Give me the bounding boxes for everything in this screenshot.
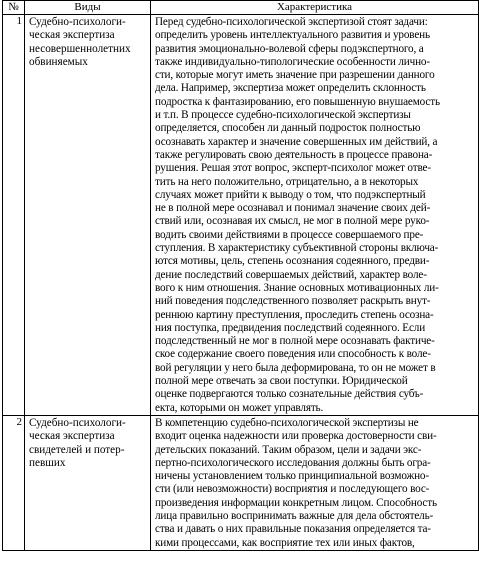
header-characteristic: Характеристика xyxy=(151,1,479,15)
table-row xyxy=(3,415,479,550)
document-table xyxy=(2,0,479,551)
row-number: 2 xyxy=(3,415,25,550)
header-num: № xyxy=(3,1,25,15)
row-number: 1 xyxy=(3,15,25,416)
table-row xyxy=(3,15,479,416)
table-header-row xyxy=(3,1,479,15)
row-characteristic: В компетенцию судебно-психологической экспертизы не входит оценка надежности или проверка достоверности сви- детельских показаний. Таким образом, цели и задачи экс- пертно-психологического исследования должны быть огра- ничены установлением только принципиальной возможно- сти (или невозможности) восприятия и последующего вос- произведения информации конкретным лицом. Способность лица правильно воспринимать важные для дела обстоятель- ства и давать о них правильные показания определяется та- кими процессами, как восприятие тех или иных фактов, xyxy=(151,415,479,550)
row-kind: Судебно-психологи- ческая экспертиза несовершеннолетних обвиняемых xyxy=(25,15,151,416)
header-kind: Виды xyxy=(25,1,151,15)
row-kind: Судебно-психологи- ческая экспертиза свидетелей и потер- певших xyxy=(25,415,151,550)
row-characteristic: Перед судебно-психологической экспертизой стоят задачи: определить уровень интеллектуального развития и уровень развития эмоционально-волевой сферы подэкспертного, а также индивидуально-типологические особенности лично- сти, которые могут иметь значение при разрешении данного дела. Например, экспертиза может определить склонность подростка к фантазированию, его повышенную внушаемость и т.п. В процессе судебно-психологической экспертизы определяется, способен ли данный подросток полностью осознавать характер и значение совершенных им действий, а также регулировать свою деятельность в процессе правона- рушения. Решая этот вопрос, эксперт-психолог может отве- тить на него положительно, отрицательно, а в некоторых случаях может прийти к выводу о том, что подэкспертный не в полной мере осознавал и понимал значение своих дей- ствий или, осознавая их смысл, не мог в полной мере руко- водить своими действиями в процессе совершаемого пре- ступления. В характеристику субъективной стороны включа- ются мотивы, цель, степень осознания содеянного, предви- дение последствий совершаемых действий, характер воле- вого к ним отношения. Знание основных мотивационных ли- ний поведения подследственного позволяет раскрыть внут- реннюю картину преступления, проследить степень осозна- ния поступка, предвидения последствий содеянного. Если подследственный не мог в полной мере осознавать фактиче- ское содержание своего поведения или способность к воле- вой регуляции у него была деформирована, то он не может в полной мере отвечать за свои поступки. Юридической оценке подвергаются только сознательные действия субъ- екта, которыми он может управлять. xyxy=(151,15,479,416)
